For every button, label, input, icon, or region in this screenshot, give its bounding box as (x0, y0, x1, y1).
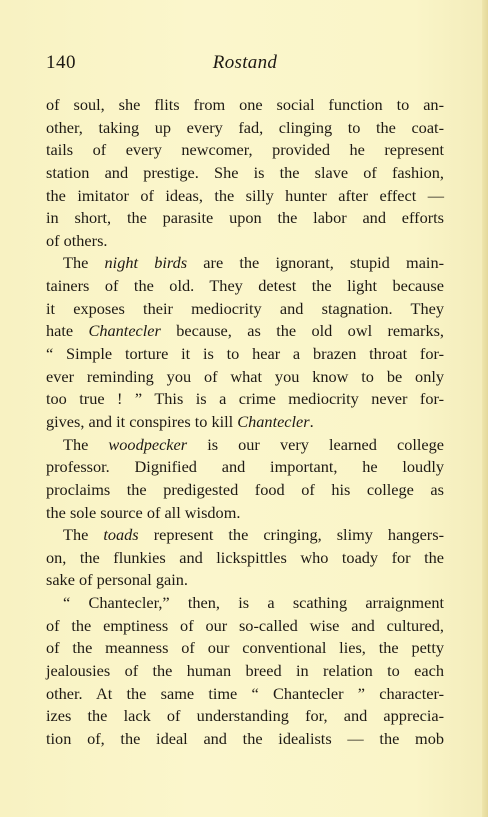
text-line (46, 411, 444, 434)
text-line (46, 117, 444, 140)
text-line (46, 366, 444, 389)
text-run: because, as the old owl remarks, (160, 321, 445, 341)
text-run: sake of personal gain. (46, 570, 188, 590)
text-run: professor. Dignified and important, he loudly (46, 457, 444, 477)
italic-text: Chantecler (88, 321, 161, 341)
text-run: of the emptiness of our so-called wise and cultured, (46, 615, 444, 635)
text-run: The (63, 525, 104, 545)
text-run: of soul, she flits from one social function to an- (46, 95, 444, 114)
text-line (46, 615, 444, 638)
page-edge (482, 0, 488, 817)
text-run: jealousies of the human breed in relation to each (46, 661, 444, 681)
text-run: The (63, 253, 105, 273)
text-run: of the meanness of our conventional lies, the petty (46, 638, 444, 658)
text-run: tion of, the ideal and the idealists — the mob (46, 728, 444, 748)
text-line (46, 185, 444, 208)
text-line (46, 524, 444, 547)
text-line (46, 660, 444, 683)
text-run: gives, and it conspires to kill (46, 411, 238, 431)
text-run: the sole source of all wisdom. (46, 502, 241, 522)
text-line (46, 637, 444, 660)
text-line (46, 502, 444, 525)
running-title: Rostand (212, 52, 278, 73)
text-line (46, 275, 444, 298)
text-run: station and prestige. She is the slave of fashion, (46, 162, 444, 182)
italic-text: woodpecker (108, 434, 188, 454)
text-line (46, 162, 444, 185)
text-line (46, 230, 444, 253)
text-run: in short, the parasite upon the labor and efforts (46, 208, 444, 228)
text-run: too true ! ” This is a crime mediocrity never for- (46, 389, 444, 409)
text-run: other, taking up every fad, clinging to the coat- (46, 117, 444, 137)
text-run: represent the cringing, slimy hangers- (138, 525, 444, 545)
text-line (46, 388, 444, 411)
text-run: izes the lack of understanding for, and apprecia- (46, 706, 444, 726)
text-line (46, 592, 444, 615)
text-run: “ Chantecler,” then, is a scathing arraignment (63, 593, 444, 613)
text-run: is our very learned college (187, 434, 444, 454)
text-run: “ Simple torture it is to hear a brazen throat for- (46, 344, 444, 364)
text-run: tails of every newcomer, provided he represent (46, 140, 444, 160)
text-line (46, 705, 444, 728)
text-run: The (63, 434, 109, 454)
text-run: the imitator of ideas, the silly hunter after effect — (46, 185, 444, 205)
text-run: of others. (46, 230, 108, 250)
text-line (46, 94, 444, 117)
text-line (46, 434, 444, 457)
text-line (46, 320, 444, 343)
page-header (46, 52, 444, 78)
text-line (46, 298, 444, 321)
italic-text: night birds (104, 253, 188, 273)
text-run: ever reminding you of what you know to be only (46, 366, 444, 386)
text-run: . (309, 411, 314, 431)
text-run: are the ignorant, stupid main- (187, 253, 445, 273)
italic-text: toads (103, 525, 139, 545)
text-run: hate (46, 321, 89, 341)
text-run: other. At the same time “ Chantecler ” character- (46, 683, 444, 703)
text-run: on, the flunkies and lickspittles who toady for the (46, 547, 444, 567)
page-number: 140 (46, 52, 76, 73)
text-line (46, 728, 444, 751)
text-line (46, 343, 444, 366)
text-line (46, 547, 444, 570)
text-line (46, 207, 444, 230)
text-line (46, 456, 444, 479)
text-run: proclaims the predigested food of his college as (46, 479, 444, 499)
text-line (46, 569, 444, 592)
text-line (46, 479, 444, 502)
body-text (46, 94, 444, 751)
italic-text: Chantecler (237, 411, 310, 431)
text-line (46, 683, 444, 706)
text-run: tainers of the old. They detest the light because (46, 276, 444, 296)
text-line (46, 252, 444, 275)
text-run: it exposes their mediocrity and stagnation. They (46, 298, 444, 318)
text-line (46, 139, 444, 162)
